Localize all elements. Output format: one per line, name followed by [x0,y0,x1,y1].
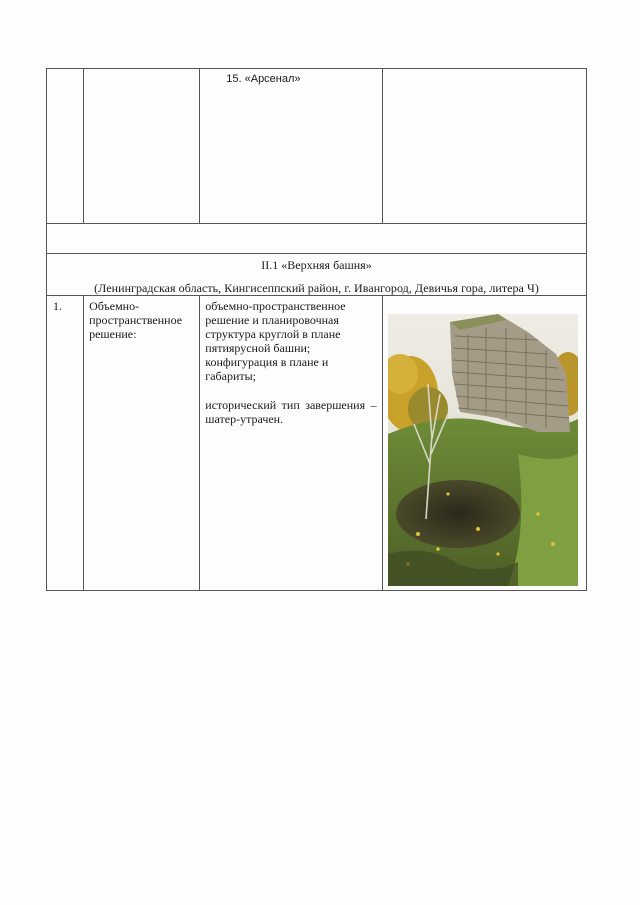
cell-description [200,69,382,224]
section-title: II.1 «Верхняя башня» [261,258,372,272]
item-description-2: исторический тип завершения – шатер-утрачен. [205,398,377,426]
table-row [47,296,587,591]
protection-table [46,68,587,591]
ruined-tower-photo [388,314,578,586]
item-number: 1. [53,299,62,313]
cell-number [47,296,84,591]
photo-graphic [388,314,578,586]
table-row [47,69,587,224]
table-row-blank [47,224,587,254]
cell-description [200,296,382,591]
blank-cell [47,224,587,254]
cell-photo [382,69,586,224]
arsenal-title: 15. «Арсенал» [226,73,301,85]
section-header-row [47,254,587,296]
cell-number [47,69,84,224]
item-name: Объемно-пространственное решение: [89,299,183,341]
cell-name [84,296,200,591]
section-address: (Ленинградская область, Кингисеппский район, г. Ивангород, Девичья гора, литера Ч) [94,281,539,295]
item-description-1: объемно-пространственное решение и планировочная структура круглой в плане пятиярусной башни; конфигурация в плане и габариты; [205,299,346,383]
section-header-cell [47,254,587,296]
cell-name [84,69,200,224]
cell-photo [382,296,586,591]
